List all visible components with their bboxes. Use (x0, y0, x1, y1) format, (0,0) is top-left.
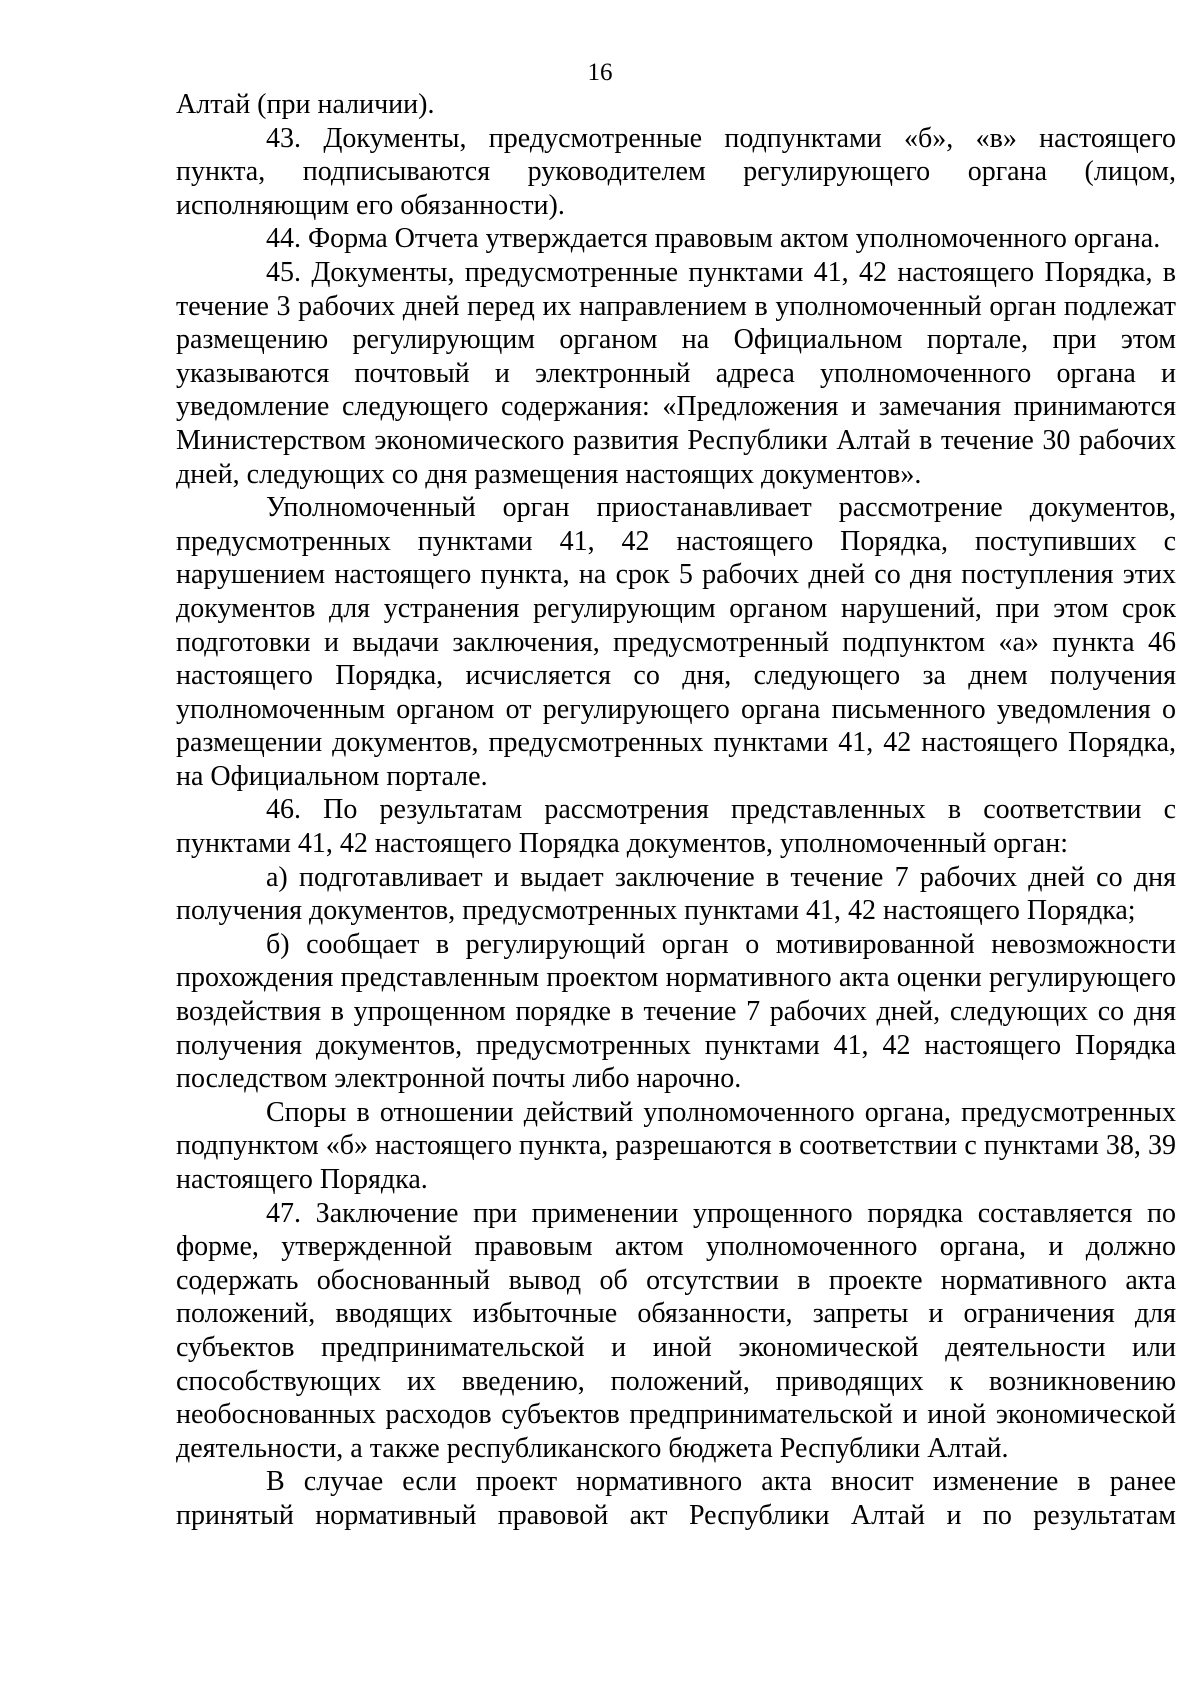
paragraph: В случае если проект нормативного акта вносит изменение в ранее принятый нормативный правовой акт Республики Алтай и по результатам (176, 1466, 1176, 1531)
paragraph: Уполномоченный орган приостанавливает рассмотрение документов, предусмотренных пунктами 41, 42 настоящего Порядка, поступивших с нарушением настоящего пункта, на срок 5 рабочих дней со дня поступления этих документов для устранения регулирующим органом нарушений, при этом срок подготовки и выдачи заключения, предусмотренный подпунктом «а» пункта 46 настоящего Порядка, исчисляется со дня, следующего за днем получения уполномоченным органом от регулирующего органа письменного уведомления о размещении документов, предусмотренных пунктами 41, 42 настоящего Порядка, на Официальном портале. (176, 492, 1176, 792)
paragraph: 44. Форма Отчета утверждается правовым актом уполномоченного органа. (266, 223, 1161, 255)
paragraph: а) подготавливает и выдает заключение в течение 7 рабочих дней со дня получения документов, предусмотренных пунктами 41, 42 настоящего Порядка; (176, 861, 1176, 927)
paragraph: 45. Документы, предусмотренные пунктами 41, 42 настоящего Порядка, в течение 3 рабочих дней перед их направлением в уполномоченный орган подлежат размещению регулирующим органом на Официальном портале, при этом указываются почтовый и электронный адреса уполномоченного органа и уведомление следующего содержания: «Предложения и замечания принимаются Министерством экономического развития Республики Алтай в течение 30 рабочих дней, следующих со дня размещения настоящих документов». (176, 256, 1176, 490)
page-number: 16 (587, 59, 613, 86)
paragraph: Споры в отношении действий уполномоченного органа, предусмотренных подпунктом «б» настоящего пункта, разрешаются в соответствии с пунктами 38, 39 настоящего Порядка. (176, 1096, 1176, 1195)
paragraph: б) сообщает в регулирующий орган о мотивированной невозможности прохождения представленным проектом нормативного акта оценки регулирующего воздействия в упрощенном порядке в течение 7 рабочих дней, следующих со дня получения документов, предусмотренных пунктами 41, 42 настоящего Порядка последством электронной почты либо нарочно. (176, 928, 1176, 1095)
paragraph: 47. Заключение при применении упрощенного порядка составляется по форме, утвержденной правовым актом уполномоченного органа, и должно содержать обоснованный вывод об отсутствии в проекте нормативного акта положений, вводящих избыточные обязанности, запреты и ограничения для субъектов предпринимательской и иной экономической деятельности или способствующих их введению, положений, приводящих к возникновению необоснованных расходов субъектов предпринимательской и иной экономической деятельности, а также республиканского бюджета Республики Алтай. (176, 1197, 1176, 1464)
paragraph: 43. Документы, предусмотренные подпунктами «б», «в» настоящего пункта, подписываются руководителем регулирующего органа (лицом, исполняющим его обязанности). (176, 122, 1176, 221)
document-body (176, 88, 1176, 1533)
paragraph: Алтай (при наличии). (176, 89, 435, 120)
paragraph: 46. По результатам рассмотрения представленных в соответствии с пунктами 41, 42 настоящего Порядка документов, уполномоченный орган: (176, 794, 1176, 860)
